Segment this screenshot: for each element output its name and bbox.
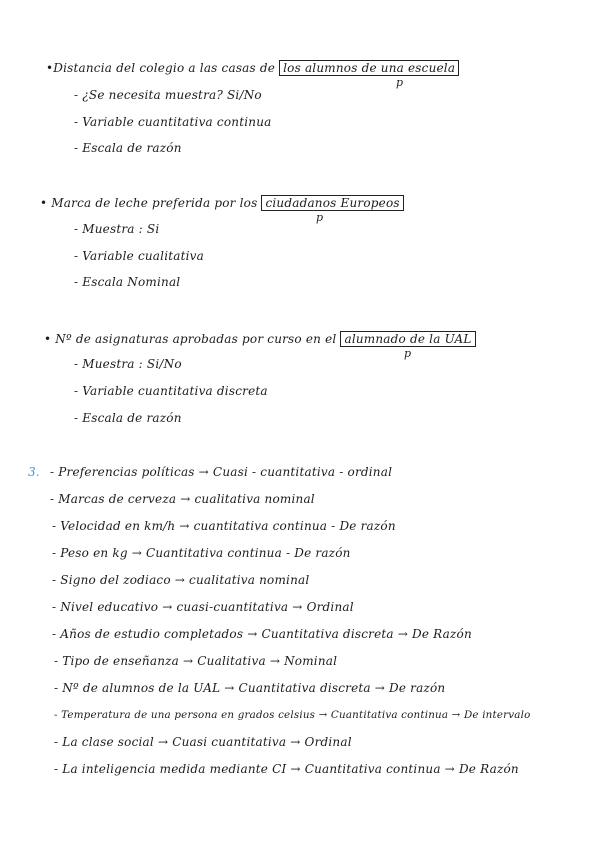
block-1-item-3: - Escala de razón [74, 141, 182, 155]
section-3-line-11: - La clase social → Cuasi cuantitativa → Ordinal [54, 735, 352, 749]
section-3-line-10: - Temperatura de una persona en grados celsius → Cuantitativa continua → De intervalo [54, 709, 531, 721]
block-2-p-label: p [316, 211, 324, 224]
block-1-p-label: p [396, 76, 404, 89]
section-3-line-12: - La inteligencia medida mediante CI → Cuantitativa continua → De Razón [54, 762, 519, 776]
block-3-item-3: - Escala de razón [74, 411, 182, 425]
section-3-line-4: - Peso en kg → Cuantitativa continua - De razón [52, 546, 351, 560]
block-1-prefix: •Distancia del colegio a las casas de [46, 61, 280, 75]
block-3-population-box: alumnado de la UAL [340, 331, 475, 347]
block-2-item-1: - Muestra : Si [74, 222, 160, 236]
block-2-heading [40, 195, 404, 211]
block-3-item-1: - Muestra : Si/No [74, 357, 182, 371]
section-3-line-5: - Signo del zodiaco → cualitativa nominal [52, 573, 310, 587]
block-2-prefix: • Marca de leche preferida por los [40, 196, 262, 210]
section-3-line-1: - Preferencias políticas → Cuasi - cuantitativa - ordinal [50, 465, 393, 479]
block-2-item-3: - Escala Nominal [74, 275, 181, 289]
block-1-heading [46, 60, 459, 76]
section-3-line-7: - Años de estudio completados → Cuantitativa discreta → De Razón [52, 627, 472, 641]
block-1-population-box: los alumnos de una escuela [279, 60, 459, 76]
block-3-p-label: p [404, 347, 412, 360]
block-3-heading [44, 331, 476, 347]
block-3-prefix: • Nº de asignaturas aprobadas por curso en el [44, 332, 341, 346]
block-2-population-box: ciudadanos Europeos [261, 195, 403, 211]
section-3-line-2: - Marcas de cerveza → cualitativa nominal [50, 492, 315, 506]
block-1-item-1: - ¿Se necesita muestra? Si/No [74, 88, 262, 102]
section-3-line-3: - Velocidad en km/h → cuantitativa continua - De razón [52, 519, 396, 533]
block-3-item-2: - Variable cuantitativa discreta [74, 384, 268, 398]
section-3-number: 3. [28, 465, 40, 479]
block-1-item-2: - Variable cuantitativa continua [74, 115, 272, 129]
block-2-item-2: - Variable cualitativa [74, 249, 205, 263]
section-3-line-6: - Nivel educativo → cuasi-cuantitativa → Ordinal [52, 600, 354, 614]
section-3-line-9: - Nº de alumnos de la UAL → Cuantitativa discreta → De razón [54, 681, 446, 695]
section-3-line-8: - Tipo de enseñanza → Cualitativa → Nominal [54, 654, 338, 668]
